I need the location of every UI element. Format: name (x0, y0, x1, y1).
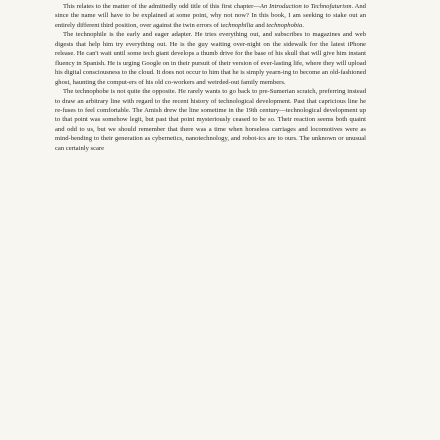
paragraph-technophile (55, 30, 366, 87)
italic-text-run: technophobia (266, 21, 303, 29)
text-run: This relates to the matter of the admittedly odd title of this first chapter— (63, 3, 260, 10)
text-run: . (302, 21, 304, 29)
text-run: . And since the name will have to be explained at some point, why not now? In this book, I am seeking to stake out an entirely different third position, over against the twin errors of (55, 3, 366, 29)
paragraph-title-explanation (55, 2, 366, 30)
text-run: and (253, 21, 267, 29)
paragraph-technophobe (55, 87, 366, 153)
text-run: The technophile is the early and eager adapter. He tries everything out, and subscribes to magazines and web digests that help him try everything out. He is the guy waiting over-night on the sidewalk for the latest iPhone release. He can't wait until some tech giant develops a thumb drive for the base of his skull that will give him instant fluency in Spanish. He is urging Google on in their pursuit of their version of ever-lasting life, where they will upload his digital consciousness to the cloud. It does not occur to him that he is simply yearn-ing to become an old-fashioned ghost, haunting the comput-ers of his old co-workers and weirded-out family members. (55, 31, 366, 86)
text-run: The technophobe is not quite the opposite. He rarely wants to go back to pre-Sumerian scratch, preferring instead to draw an arbitrary line with regard to the recent history of technological development. Past that capricious line he re-fuses to feel comfortable. The Amish drew the line sometime in the 19th century—technological development up to that point was somehow legit, but past that point mysteriously ceased to be so. Their reaction seems both quaint and odd to us, but we should remember that there was a time when horseless carriages and locomotives were as mind-bending to their generation as cybernetics, nanotechnology, and robot-ics are to ours. The unknown or unusual can certainly scare (55, 88, 366, 152)
italic-text-run: An Introduction to Technofuturism (259, 3, 352, 10)
italic-text-run: technophilia (220, 21, 254, 29)
